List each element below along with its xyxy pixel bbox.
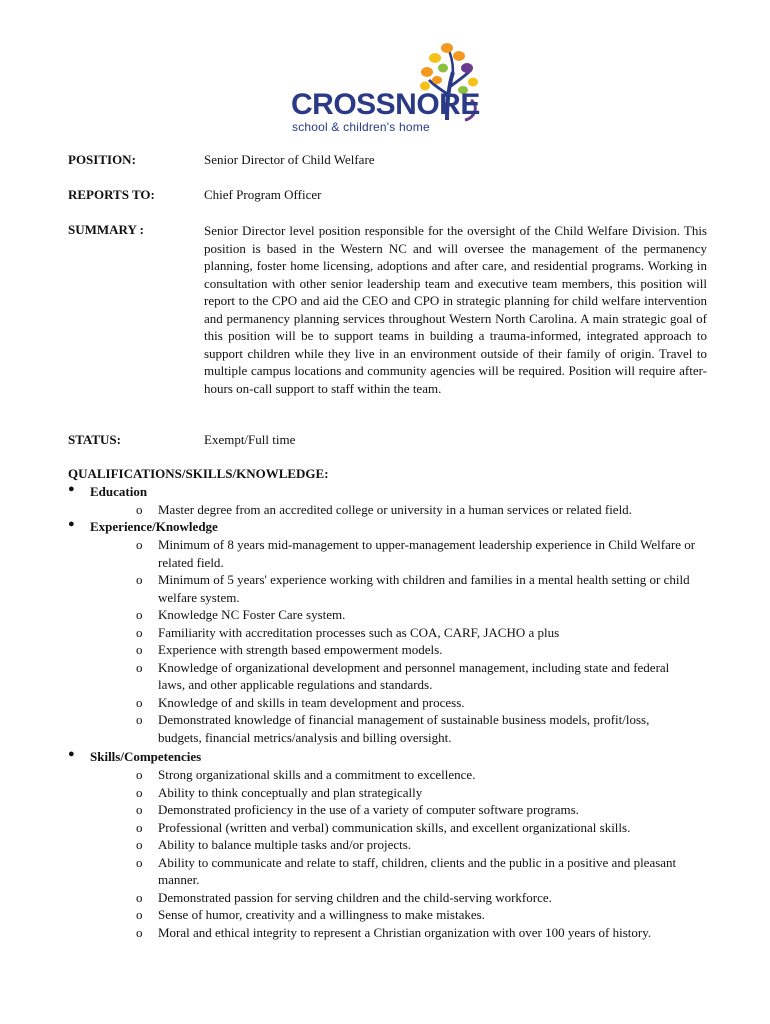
section-title: Education bbox=[90, 484, 148, 499]
sub-bullet-icon: o bbox=[136, 767, 143, 782]
sub-bullet-icon: o bbox=[136, 607, 143, 622]
bullet-icon: ● bbox=[68, 518, 75, 530]
list-item: o Ability to balance multiple tasks and/or projects. bbox=[136, 837, 412, 852]
list-item: o Knowledge of organizational development and personnel management, including state and federal laws, and other applicable regulations and standards. bbox=[136, 659, 670, 692]
sub-bullet-icon: o bbox=[136, 907, 143, 922]
experience-list bbox=[136, 536, 696, 746]
list-item: o Master degree from an accredited college or university in a human services or related field. bbox=[136, 502, 632, 517]
sub-bullet-icon: o bbox=[136, 502, 143, 517]
list-item: o Knowledge NC Foster Care system. bbox=[136, 607, 346, 622]
summary-text: Senior Director level position responsible for the oversight of the Child Welfare Division. This position is based in the Western NC and will oversee the management of the permanency planning, foster home licensing, adoptions and after care, and residential programs. Working in consultation with other senior leadership team and executive team members, this position will report to the CPO and aid the CEO and CPO in strategic planning for child welfare intervention and permanency planning services throughout Western North Carolina. A main strategic goal of this position will be to support teams in building a trauma-informed, integrated approach to support children while they live in an environment outside of their family of origin. Travel to multiple campus locations and community agencies will be required. Position will require after-hours on-call support to staff within the team. bbox=[204, 223, 707, 396]
qualifications-heading: QUALIFICATIONS/SKILLS/KNOWLEDGE: bbox=[68, 466, 329, 481]
sub-bullet-icon: o bbox=[136, 537, 143, 552]
sub-bullet-icon: o bbox=[136, 712, 143, 727]
list-item: o Demonstrated proficiency in the use of a variety of computer software programs. bbox=[136, 802, 579, 817]
sub-bullet-icon: o bbox=[136, 924, 143, 940]
sub-bullet-icon: o bbox=[136, 572, 143, 587]
skills-list bbox=[136, 766, 696, 941]
list-item: o Knowledge of and skills in team development and process. bbox=[136, 694, 465, 710]
sub-bullet-icon: o bbox=[136, 642, 143, 657]
sub-bullet-icon: o bbox=[136, 837, 143, 852]
sub-bullet-icon: o bbox=[136, 802, 143, 817]
list-item: o Familiarity with accreditation processes such as COA, CARF, JACHO a plus bbox=[136, 624, 560, 640]
list-item: o Ability to think conceptually and plan strategically bbox=[136, 784, 423, 800]
list-item: o Ability to communicate and relate to staff, children, clients and the public in a positive and pleasant manner. bbox=[136, 854, 677, 887]
section-title: Experience/Knowledge bbox=[90, 519, 218, 534]
sub-bullet-icon: o bbox=[136, 659, 143, 675]
sub-bullet-icon: o bbox=[136, 889, 143, 905]
field-label: POSITION: bbox=[68, 152, 136, 167]
section-title: Skills/Competencies bbox=[90, 749, 202, 764]
sub-bullet-icon: o bbox=[136, 694, 143, 710]
sub-bullet-icon: o bbox=[136, 854, 143, 870]
logo-tagline: school & children's home bbox=[292, 120, 430, 134]
bullet-icon: ● bbox=[68, 483, 75, 495]
field-value: Exempt/Full time bbox=[204, 432, 296, 447]
list-item: o Moral and ethical integrity to represent a Christian organization with over 100 years of history. bbox=[136, 924, 652, 940]
field-label: REPORTS TO: bbox=[68, 187, 155, 202]
logo-wordmark: CROSSNORE bbox=[291, 88, 480, 121]
list-item: o Professional (written and verbal) communication skills, and excellent organizational skills. bbox=[136, 819, 631, 835]
list-item: o Sense of humor, creativity and a willingness to make mistakes. bbox=[136, 907, 485, 922]
field-label: SUMMARY : bbox=[68, 222, 144, 237]
sub-bullet-icon: o bbox=[136, 784, 143, 800]
list-item: o Demonstrated passion for serving children and the child-serving workforce. bbox=[136, 889, 552, 905]
list-item: o Experience with strength based empowerment models. bbox=[136, 642, 443, 657]
education-list bbox=[136, 501, 696, 519]
list-item: o Minimum of 5 years' experience working with children and families in a mental health setting or child welfare system. bbox=[136, 572, 690, 605]
crossnore-logo bbox=[285, 40, 485, 136]
sub-bullet-icon: o bbox=[136, 624, 143, 640]
field-value: Senior Director of Child Welfare bbox=[204, 152, 375, 167]
list-item: o Minimum of 8 years mid-management to upper-management leadership experience in Child Welfare or related field. bbox=[136, 537, 696, 570]
list-item: o Demonstrated knowledge of financial management of sustainable business models, profit/loss, budgets, financial metrics/analysis and billing oversight. bbox=[136, 712, 650, 745]
sub-bullet-icon: o bbox=[136, 819, 143, 835]
bullet-icon: ● bbox=[68, 748, 75, 760]
field-label: STATUS: bbox=[68, 432, 121, 447]
list-item: o Strong organizational skills and a commitment to excellence. bbox=[136, 767, 476, 782]
field-value: Chief Program Officer bbox=[204, 187, 322, 202]
